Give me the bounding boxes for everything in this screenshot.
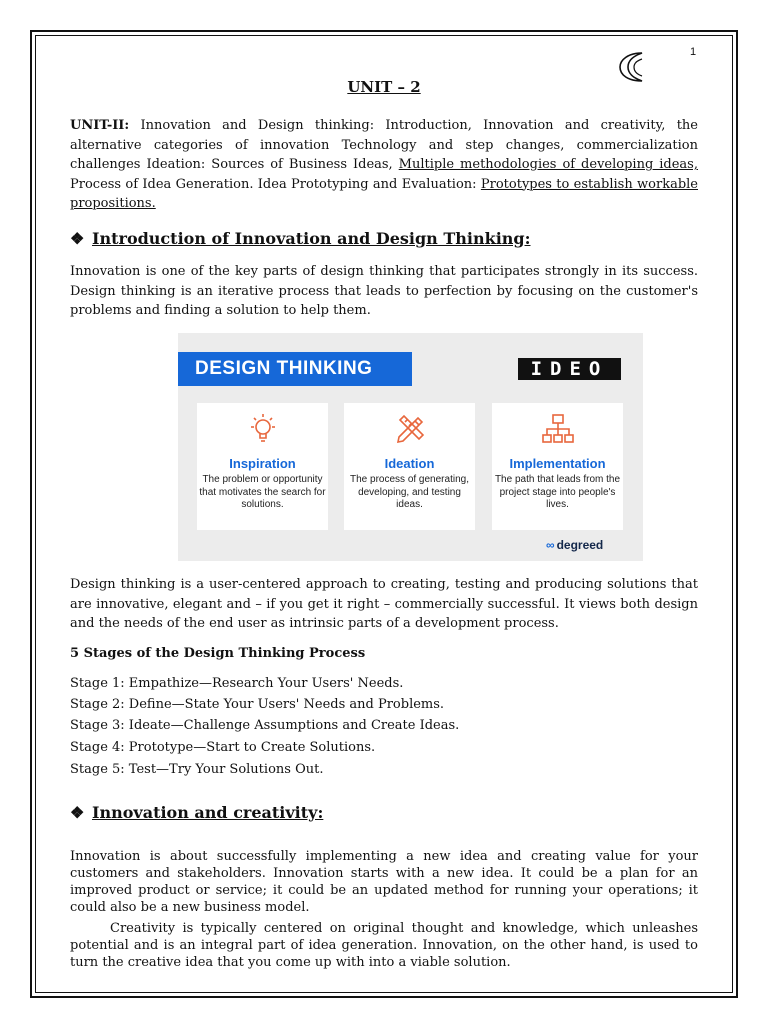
stage-item: Stage 3: Ideate—Challenge Assumptions and Create Ideas.: [70, 718, 460, 733]
card-inspiration: [197, 403, 328, 530]
page-number: 1: [690, 46, 697, 58]
syllabus-label: UNIT-II:: [70, 118, 130, 133]
card-desc-implementation: The path that leads from the project stage into people's lives.: [494, 474, 621, 510]
stage-item: Stage 2: Define—State Your Users' Needs and Problems.: [70, 697, 445, 712]
card-implementation: [492, 403, 623, 530]
unit-title: UNIT – 2: [347, 78, 421, 96]
pencil-ruler-icon: [392, 411, 428, 447]
syllabus-text-2: Process of Idea Generation. Idea Prototyping and Evaluation:: [70, 176, 481, 192]
intro-paragraph: Innovation is one of the key parts of design thinking that participates strongly in its success. Design thinking is an iterative process that leads to perfection by focusing on the customer's problems and finding a solution to help them.: [70, 264, 698, 318]
card-title-inspiration: Inspiration: [229, 456, 296, 471]
card-title-implementation: Implementation: [509, 456, 606, 471]
card-desc-ideation: The process of generating, developing, and testing ideas.: [350, 474, 469, 510]
section-heading-intro: [70, 229, 531, 248]
section-heading-creativity-text: Innovation and creativity:: [92, 803, 324, 822]
stage-item: Stage 1: Empathize—Research Your Users' Needs.: [70, 676, 404, 691]
syllabus-link-prototypes: Prototypes to establish workable propositions.: [70, 176, 699, 211]
card-ideation: [344, 403, 475, 530]
degreed-logo-text: degreed: [556, 538, 604, 552]
degreed-glyph-icon: ∞: [546, 538, 555, 552]
syllabus-text-1: Innovation and Design thinking: Introduction, Innovation and creativity, the alternative categories of innovation Technology and step changes, commercialization challenges Ideation: Sources of Business Ideas,: [70, 118, 698, 172]
lightbulb-icon: [245, 411, 281, 447]
diamond-bullet-icon: ❖: [70, 229, 85, 248]
ideo-logo: IDEO: [518, 358, 621, 380]
creativity-paragraph: Creativity is typically centered on original thought and knowledge, which unleashes potential and is an integral part of idea generation. Innovation, on the other hand, is used to turn the creative idea that you come up with into a viable solution.: [70, 921, 698, 970]
stage-item: Stage 5: Test—Try Your Solutions Out.: [70, 762, 324, 777]
design-thinking-paragraph: Design thinking is a user-centered approach to creating, testing and producing solutions that are innovative, elegant and – if you get it right – commercially successful. It views both design and the needs of the end user as intrinsic parts of a development process.: [70, 577, 698, 631]
card-title-ideation: Ideation: [384, 456, 435, 471]
org-chart-icon: [540, 411, 576, 447]
section-heading-intro-text: Introduction of Innovation and Design Thinking:: [92, 229, 531, 248]
innovation-paragraph: Innovation is about successfully implementing a new idea and creating value for your customers and stakeholders. Innovation starts with a new idea. It could be a plan for an improved product or service; it could be an updated method for running your operations; it could also be a new business model.: [70, 849, 698, 915]
degreed-logo: [546, 538, 603, 552]
stage-item: Stage 4: Prototype—Start to Create Solutions.: [70, 740, 376, 755]
design-thinking-figure: [178, 333, 643, 561]
diamond-bullet-icon: ❖: [70, 803, 85, 822]
syllabus-link-methodologies: Multiple methodologies of developing ideas,: [398, 157, 698, 172]
figure-banner: DESIGN THINKING: [178, 352, 412, 386]
syllabus-paragraph: [70, 116, 698, 214]
card-desc-inspiration: The problem or opportunity that motivates the search for solutions.: [199, 474, 326, 510]
section-heading-creativity: [70, 803, 323, 822]
stages-title: 5 Stages of the Design Thinking Process: [70, 646, 366, 661]
